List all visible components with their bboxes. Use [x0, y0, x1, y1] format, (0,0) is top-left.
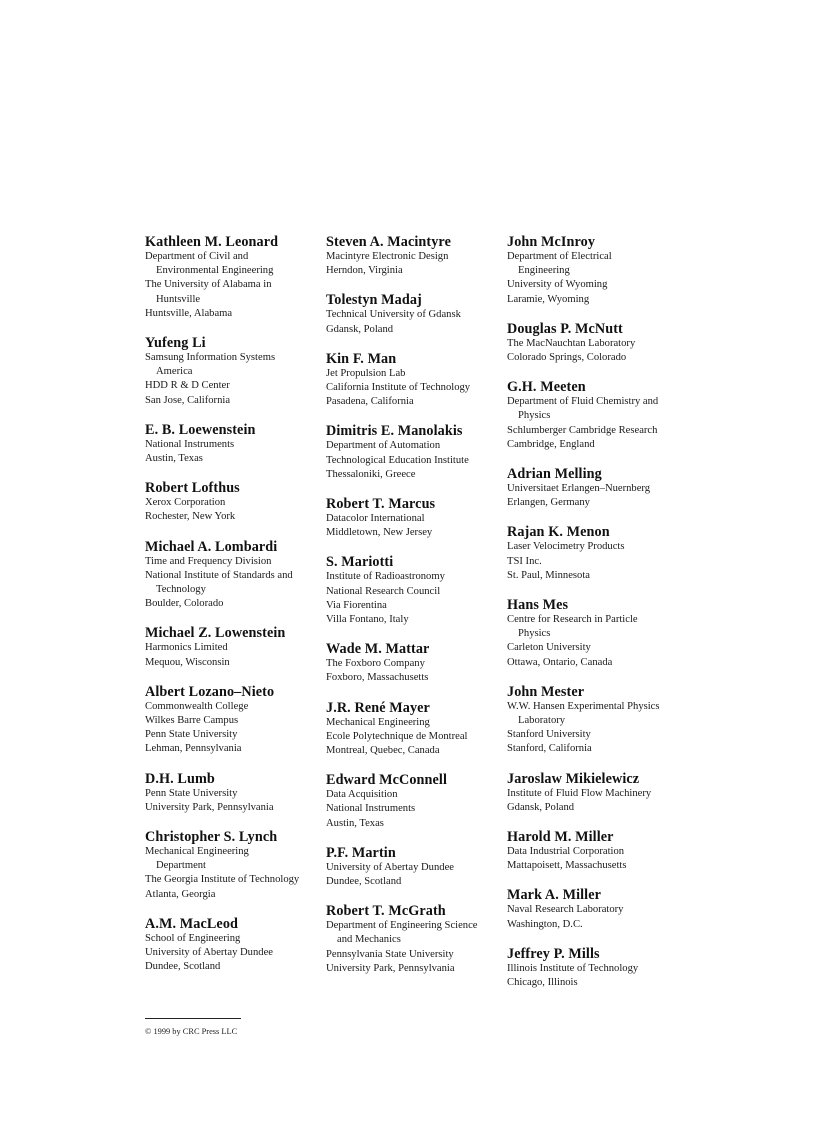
affiliation-line: Illinois Institute of Technology	[507, 962, 639, 974]
affiliation-line: University Park, Pennsylvania	[326, 962, 455, 974]
contributor-entry	[145, 539, 320, 612]
contributor-name: D.H. Lumb	[145, 770, 215, 787]
contributor-name: Jaroslaw Mikielewicz	[507, 770, 640, 787]
contributor-entry	[145, 335, 320, 408]
affiliation-line: Huntsville, Alabama	[145, 307, 233, 319]
contributor-entry	[507, 946, 682, 990]
affiliation-line: Washington, D.C.	[507, 918, 583, 930]
affiliation-line: The Foxboro Company	[326, 658, 425, 670]
affiliation-line: Institute of Fluid Flow Machinery	[507, 787, 652, 799]
contributor-entry	[507, 684, 682, 757]
affiliation-line: National Research Council	[326, 585, 441, 597]
contributor-name: Tolestyn Madaj	[326, 292, 422, 309]
affiliation-line: Erlangen, Germany	[507, 497, 590, 509]
contributor-name: Michael A. Lombardi	[145, 538, 278, 555]
affiliation-line: Chicago, Illinois	[507, 977, 578, 989]
affiliation-line: Mattapoisett, Massachusetts	[507, 860, 627, 872]
affiliation-line: University of Wyoming	[507, 279, 608, 291]
affiliation-line: University Park, Pennsylvania	[145, 801, 274, 813]
affiliation-line: Mechanical Engineering	[145, 846, 249, 858]
affiliation-line: and Mechanics	[337, 934, 401, 946]
affiliation-line: Ottawa, Ontario, Canada	[507, 656, 613, 668]
affiliation-line: Harmonics Limited	[145, 642, 228, 654]
contributor-name: John McInroy	[507, 234, 596, 250]
affiliation-line: Environmental Engineering	[156, 265, 274, 277]
contributor-name: Kathleen M. Leonard	[145, 234, 279, 250]
affiliation-line: HDD R & D Center	[145, 380, 230, 392]
affiliation-line: University of Abertay Dundee	[326, 861, 454, 873]
contributor-entry	[326, 496, 501, 540]
affiliation-line: TSI Inc.	[507, 555, 542, 567]
contributor-entry	[507, 466, 682, 510]
contributor-entry	[507, 771, 682, 815]
affiliation-line: Mechanical Engineering	[326, 716, 430, 728]
affiliation-line: Colorado Springs, Colorado	[507, 352, 627, 364]
contributors-column-1	[145, 234, 320, 989]
affiliation-line: Montreal, Quebec, Canada	[326, 745, 440, 757]
contributor-entry	[145, 480, 320, 524]
copyright-notice: © 1999 by CRC Press LLC	[145, 1027, 238, 1036]
contributor-entry	[145, 829, 320, 902]
affiliation-line: America	[156, 366, 193, 378]
affiliation-line: The Georgia Institute of Technology	[145, 874, 300, 886]
affiliation-line: Cambridge, England	[507, 438, 595, 450]
contributor-name: Hans Mes	[507, 597, 569, 614]
affiliation-line: The MacNauchtan Laboratory	[507, 337, 636, 349]
contributor-entry	[507, 321, 682, 365]
contributor-name: Mark A. Miller	[507, 887, 601, 904]
contributor-entry	[326, 641, 501, 685]
affiliation-line: Technology	[156, 584, 206, 596]
contributor-name: J.R. René Mayer	[326, 699, 430, 716]
affiliation-line: National Instruments	[145, 438, 235, 450]
contributors-column-2	[326, 234, 501, 990]
contributor-name: P.F. Martin	[326, 844, 396, 861]
affiliation-line: Penn State University	[145, 729, 238, 741]
affiliation-line: Department of Automation	[326, 440, 441, 452]
contributor-name: Rajan K. Menon	[507, 524, 610, 541]
contributor-name: Wade M. Mattar	[326, 641, 430, 658]
affiliation-line: School of Engineering	[145, 932, 241, 944]
affiliation-line: Laser Velocimetry Products	[507, 541, 625, 553]
affiliation-line: Samsung Information Systems	[145, 352, 276, 364]
contributor-entry	[326, 423, 501, 482]
affiliation-line: Pennsylvania State University	[326, 948, 454, 960]
affiliation-line: Austin, Texas	[326, 817, 384, 829]
affiliation-line: Physics	[518, 410, 551, 422]
affiliation-line: Mequou, Wisconsin	[145, 656, 230, 668]
affiliation-line: The University of Alabama in	[145, 279, 272, 291]
affiliation-line: Data Industrial Corporation	[507, 846, 625, 858]
contributor-entry	[145, 916, 320, 975]
affiliation-line: Commonwealth College	[145, 700, 249, 712]
affiliation-line: Rochester, New York	[145, 511, 236, 523]
affiliation-line: San Jose, California	[145, 394, 231, 406]
affiliation-line: Centre for Research in Particle	[507, 614, 638, 626]
contributor-entry	[326, 351, 501, 410]
affiliation-line: Via Fiorentina	[326, 599, 387, 611]
affiliation-line: Department	[156, 860, 207, 872]
contributor-name: S. Mariotti	[326, 554, 394, 571]
affiliation-line: Universitaet Erlangen–Nuernberg	[507, 483, 651, 495]
contributor-entry	[326, 772, 501, 831]
affiliation-line: Foxboro, Massachusetts	[326, 672, 429, 684]
contributor-name: Robert T. McGrath	[326, 903, 446, 920]
contributor-entry	[145, 771, 320, 815]
affiliation-line: Herndon, Virginia	[326, 265, 403, 277]
affiliation-line: Huntsville	[156, 293, 201, 305]
affiliation-line: Department of Engineering Science	[326, 920, 478, 932]
affiliation-line: St. Paul, Minnesota	[507, 569, 590, 581]
affiliation-line: Technological Education Institute	[326, 454, 469, 466]
affiliation-line: Department of Fluid Chemistry and	[507, 396, 659, 408]
affiliation-line: Naval Research Laboratory	[507, 904, 624, 916]
contributor-name: Dimitris E. Manolakis	[326, 423, 463, 440]
affiliation-line: Datacolor International	[326, 513, 425, 525]
affiliation-line: University of Abertay Dundee	[145, 947, 273, 959]
affiliation-line: Lehman, Pennsylvania	[145, 743, 242, 755]
contributor-entry	[507, 524, 682, 583]
contributor-entry	[507, 597, 682, 670]
affiliation-line: Middletown, New Jersey	[326, 527, 433, 539]
contributor-entry	[326, 292, 501, 336]
contributor-entry	[145, 684, 320, 757]
contributor-name: Robert Lofthus	[145, 480, 240, 497]
contributor-name: John Mester	[507, 683, 585, 700]
contributor-name: Robert T. Marcus	[326, 496, 436, 513]
affiliation-line: Ecole Polytechnique de Montreal	[326, 730, 468, 742]
affiliation-line: Penn State University	[145, 787, 238, 799]
contributor-entry	[326, 554, 501, 627]
affiliation-line: Laboratory	[518, 715, 566, 727]
affiliation-line: National Institute of Standards and	[145, 569, 293, 581]
affiliation-line: California Institute of Technology	[326, 382, 471, 394]
affiliation-line: Gdansk, Poland	[507, 801, 575, 813]
contributor-name: A.M. MacLeod	[145, 915, 239, 932]
contributor-name: Adrian Melling	[507, 466, 602, 483]
contributor-entry	[507, 887, 682, 931]
affiliation-line: Dundee, Scotland	[326, 876, 402, 888]
affiliation-line: Time and Frequency Division	[145, 555, 272, 567]
contributor-entry	[326, 903, 501, 976]
affiliation-line: Jet Propulsion Lab	[326, 367, 406, 379]
affiliation-line: Carleton University	[507, 642, 591, 654]
contributor-entry	[145, 234, 320, 321]
affiliation-line: Gdansk, Poland	[326, 323, 394, 335]
affiliation-line: Institute of Radioastronomy	[326, 571, 445, 583]
affiliation-line: Dundee, Scotland	[145, 961, 221, 973]
affiliation-line: Pasadena, California	[326, 396, 414, 408]
contributor-name: Jeffrey P. Mills	[507, 945, 600, 962]
contributor-name: Harold M. Miller	[507, 829, 614, 846]
affiliation-line: Austin, Texas	[145, 453, 203, 465]
affiliation-line: Atlanta, Georgia	[145, 888, 216, 900]
affiliation-line: Engineering	[518, 265, 570, 277]
affiliation-line: Schlumberger Cambridge Research	[507, 424, 658, 436]
contributor-name: Yufeng Li	[145, 335, 206, 352]
contributors-column-3	[507, 234, 682, 1004]
affiliation-line: Department of Electrical	[507, 251, 612, 262]
affiliation-line: W.W. Hansen Experimental Physics	[507, 700, 660, 712]
footnote-rule	[145, 1018, 241, 1019]
affiliation-line: Villa Fontano, Italy	[326, 614, 409, 626]
affiliation-line: Data Acquisition	[326, 789, 398, 801]
affiliation-line: Physics	[518, 628, 551, 640]
contributor-entry	[507, 829, 682, 873]
contributor-name: E. B. Loewenstein	[145, 421, 256, 438]
contributor-name: G.H. Meeten	[507, 379, 586, 396]
contributor-name: Steven A. Macintyre	[326, 234, 451, 250]
contributor-entry	[507, 379, 682, 452]
contributor-entry	[326, 234, 501, 278]
affiliation-line: National Instruments	[326, 803, 416, 815]
affiliation-line: Laramie, Wyoming	[507, 293, 590, 305]
contributor-entry	[145, 625, 320, 669]
contributor-entry	[145, 422, 320, 466]
affiliation-line: Xerox Corporation	[145, 497, 226, 509]
affiliation-line: Stanford University	[507, 729, 591, 741]
affiliation-line: Technical University of Gdansk	[326, 309, 461, 321]
contributor-entry	[326, 700, 501, 759]
contributor-name: Edward McConnell	[326, 772, 448, 789]
contributor-name: Michael Z. Lowenstein	[145, 625, 286, 642]
affiliation-line: Macintyre Electronic Design	[326, 251, 449, 262]
contributor-entry	[326, 845, 501, 889]
affiliation-line: Boulder, Colorado	[145, 598, 224, 610]
affiliation-line: Wilkes Barre Campus	[145, 715, 239, 727]
contributor-name: Douglas P. McNutt	[507, 320, 623, 337]
affiliation-line: Stanford, California	[507, 743, 592, 755]
contributor-entry	[507, 234, 682, 307]
contributor-name: Christopher S. Lynch	[145, 829, 278, 846]
affiliation-line: Thessaloniki, Greece	[326, 468, 416, 480]
contributor-name: Kin F. Man	[326, 350, 397, 367]
contributor-name: Albert Lozano–Nieto	[145, 683, 275, 700]
affiliation-line: Department of Civil and	[145, 251, 249, 262]
